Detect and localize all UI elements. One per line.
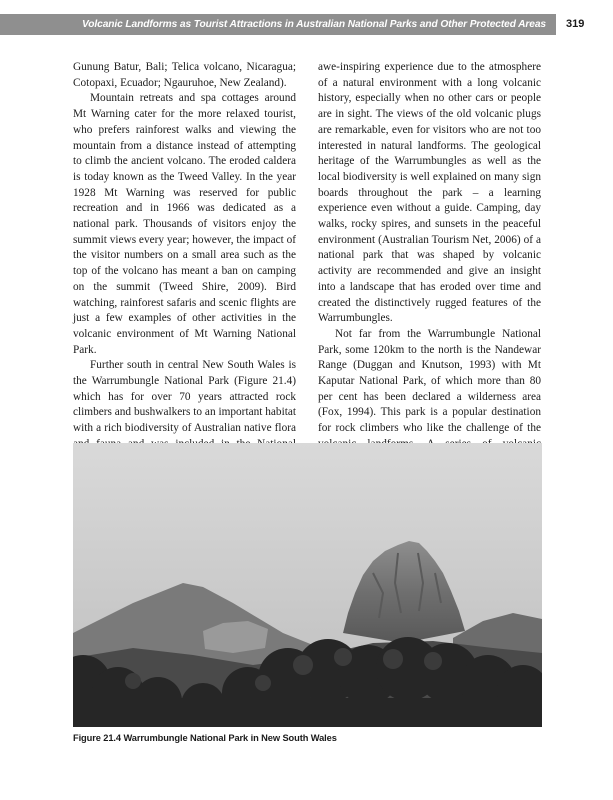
- running-head-title: Volcanic Landforms as Tourist Attractions in Australian National Parks and Other Protected Areas: [81, 19, 546, 30]
- landscape-photo: [73, 443, 542, 727]
- page-number: 319: [566, 18, 585, 30]
- paragraph: Further south in central New South Wales is the Warrumbungle National Park (Figure 21.4) which has for over 70 years attracted rock climbers and bushwalkers to an important habitat with a rich biodiversity of Australian native flora: [73, 359, 296, 435]
- paragraph: Gunung Batur, Bali; Telica volcano, Nicaragua; Cotopaxi, Ecuador; Ngauruhoe, New Zealand).: [73, 61, 296, 89]
- figure-caption: Figure 21.4 Warrumbungle National Park in New South Wales: [73, 733, 337, 743]
- text-column-left: [73, 60, 296, 484]
- text-column-right: [318, 60, 541, 484]
- running-head-bar: [0, 14, 556, 35]
- paragraph: Not far from the Warrumbungle National Park, some 120km to the north is the Nandewar Range (Duggan and Knutson, 1993) with Mt Kaputar National Park, of which more than 80 per cent has been declared a wilderness area (Fox, 1994). This park is a popular destination for rock climbers who like the challenge of the: [318, 327, 541, 435]
- paragraph: awe-inspiring experience due to the atmosphere of a natural environment with a long volcanic history, especially when no other cars or people are in sight. The views of the old volcanic plugs are remarkable, even for visitors who are not too interested in natural landforms. The geological heritage of the Warrumbungles as well as the local biodiversity is well explained on many sign boards throughout the park – a learning experience even without a guide. Camping, day walks, rocky spires, and sunsets in the peaceful environment (Australian Tourism Net, 2006) of a national park that was shaped by volcanic activity are recommended and give an insight into a landscape that has eroded over time and created the distinctively rugged features of the Warrumbungles.: [318, 61, 541, 325]
- figure-photo: [73, 443, 542, 727]
- paragraph: Mountain retreats and spa cottages around Mt Warning cater for the more relaxed tourist, who prefers rainforest walks and viewing the mountain from a distance instead of attempting to climb the ancient volcano. The eroded caldera is today known as the Tweed Valley. In the year 1928 Mt Warning was reserved for public recreation and in 1966 was dedicated as a national park. Thousands of visitors enjoy the summit views every year; however, the impact of the visitor numbers on a small area such as the top of the volcano has meant a ban on camping on the summit (Tweed Shire, 2009). Bird watching, rainforest safaris and scenic flights are just a few examples of other activities in the volcanic environment of Mt Warning National Park.: [73, 92, 296, 356]
